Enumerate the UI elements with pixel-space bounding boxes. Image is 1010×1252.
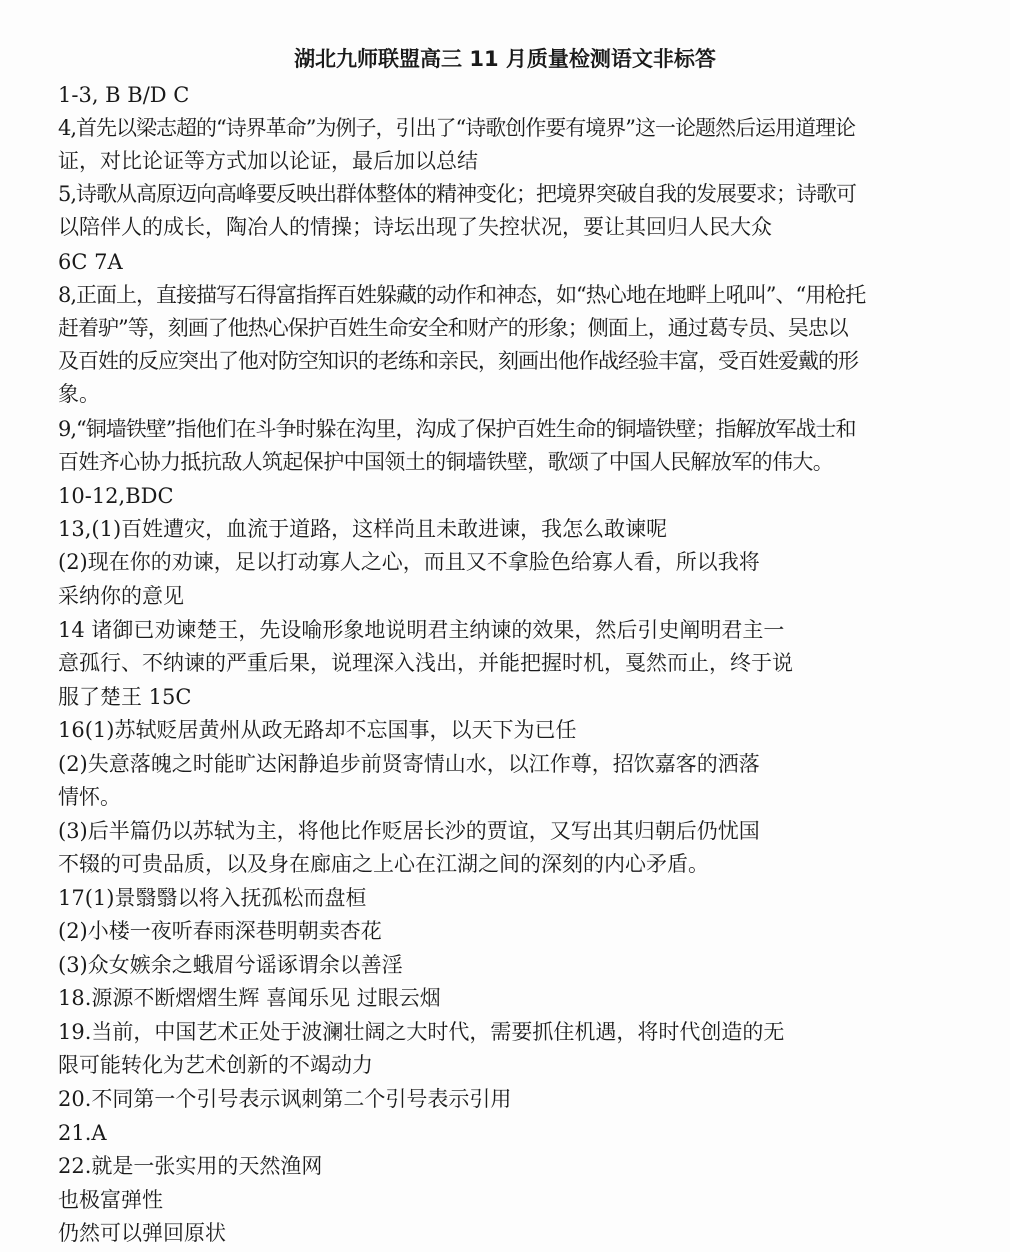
answer-line-22c: 仍然可以弹回原状 — [58, 1221, 226, 1245]
page-title: 湖北九师联盟高三 11 月质量检测语文非标答 — [294, 47, 716, 71]
answer-line-6-7: 6C 7A — [58, 250, 123, 274]
answer-line-5b: 以陪伴人的成长，陶冶人的情操；诗坛出现了失控状况，要让其回归人民大众 — [58, 215, 772, 239]
answer-line-14a: 14 诸御已劝谏楚王，先设喻形象地说明君主纳谏的效果，然后引史阐明君主一 — [58, 618, 785, 642]
answer-line-8b: 赶着驴”等，刻画了他热心保护百姓生命安全和财产的形象；侧面上，通过葛专员、吴忠以 — [58, 316, 848, 340]
answer-line-8a: 8,正面上，直接描写石得富指挥百姓躲藏的动作和神态，如“热心地在地畔上吼叫”、“用枪托 — [58, 283, 866, 307]
answer-line-14b: 意孤行、不纳谏的严重后果，说理深入浅出，并能把握时机，戛然而止，终于说 — [58, 651, 793, 675]
answer-line-19b: 限可能转化为艺术创新的不竭动力 — [58, 1053, 373, 1077]
answer-line-13-2b: 采纳你的意见 — [58, 584, 184, 608]
answer-line-9a: 9,“铜墙铁壁”指他们在斗争时躲在沟里，沟成了保护百姓生命的铜墙铁壁；指解放军战士和 — [58, 417, 856, 441]
answer-line-16-1: 16(1)苏轼贬居黄州从政无路却不忘国事，以天下为已任 — [58, 718, 577, 742]
answer-line-16-3a: (3)后半篇仍以苏轼为主，将他比作贬居长沙的贾谊，又写出其归朝后仍忧国 — [58, 819, 760, 843]
answer-line-8d: 象。 — [58, 382, 100, 406]
answer-line-19a: 19.当前，中国艺术正处于波澜壮阔之大时代，需要抓住机遇，将时代创造的无 — [58, 1020, 785, 1044]
answer-line-20: 20.不同第一个引号表示讽刺第二个引号表示引用 — [58, 1087, 512, 1111]
answer-line-10-12: 10-12,BDC — [58, 484, 174, 508]
answer-line-22b: 也极富弹性 — [58, 1188, 163, 1212]
answer-line-4b: 证，对比论证等方式加以论证，最后加以总结 — [58, 149, 478, 173]
answer-line-14c-15: 服了楚王 15C — [58, 685, 192, 709]
answer-line-16-3b: 不辍的可贵品质，以及身在廊庙之上心在江湖之间的深刻的内心矛盾。 — [58, 852, 709, 876]
answer-line-21: 21.A — [58, 1121, 107, 1145]
answer-line-16-2a: (2)失意落魄之时能旷达闲静追步前贤寄情山水，以江作尊，招饮嘉客的洒落 — [58, 752, 760, 776]
answer-line-16-2b: 情怀。 — [58, 785, 121, 809]
answer-line-17-1: 17(1)景翳翳以将入抚孤松而盘桓 — [58, 886, 367, 910]
answer-line-22a: 22.就是一张实用的天然渔网 — [58, 1154, 323, 1178]
answer-line-9b: 百姓齐心协力抵抗敌人筑起保护中国领土的铜墙铁壁，歌颂了中国人民解放军的伟大。 — [58, 450, 834, 474]
answer-line-8c: 及百姓的反应突出了他对防空知识的老练和亲民，刻画出他作战经验丰富，受百姓爱戴的形 — [58, 349, 858, 373]
answer-line-13-2a: (2)现在你的劝谏，足以打动寡人之心，而且又不拿脸色给寡人看，所以我将 — [58, 550, 760, 574]
answer-line-4a: 4,首先以梁志超的“诗界革命”为例子，引出了“诗歌创作要有境界”这一论题然后运用道理论 — [58, 116, 855, 140]
answer-line-18: 18.源源不断熠熠生辉 喜闻乐见 过眼云烟 — [58, 986, 441, 1010]
answer-line-17-3: (3)众女嫉余之蛾眉兮谣诼谓余以善淫 — [58, 953, 403, 977]
answer-line-1-3: 1-3, B B/D C — [58, 83, 190, 107]
answer-line-5a: 5,诗歌从高原迈向高峰要反映出群体整体的精神变化；把境界突破自我的发展要求；诗歌可 — [58, 182, 857, 206]
answer-line-17-2: (2)小楼一夜听春雨深巷明朝卖杏花 — [58, 919, 382, 943]
answer-line-13-1: 13,(1)百姓遭灾，血流于道路，这样尚且未敢进谏，我怎么敢谏呢 — [58, 517, 668, 541]
